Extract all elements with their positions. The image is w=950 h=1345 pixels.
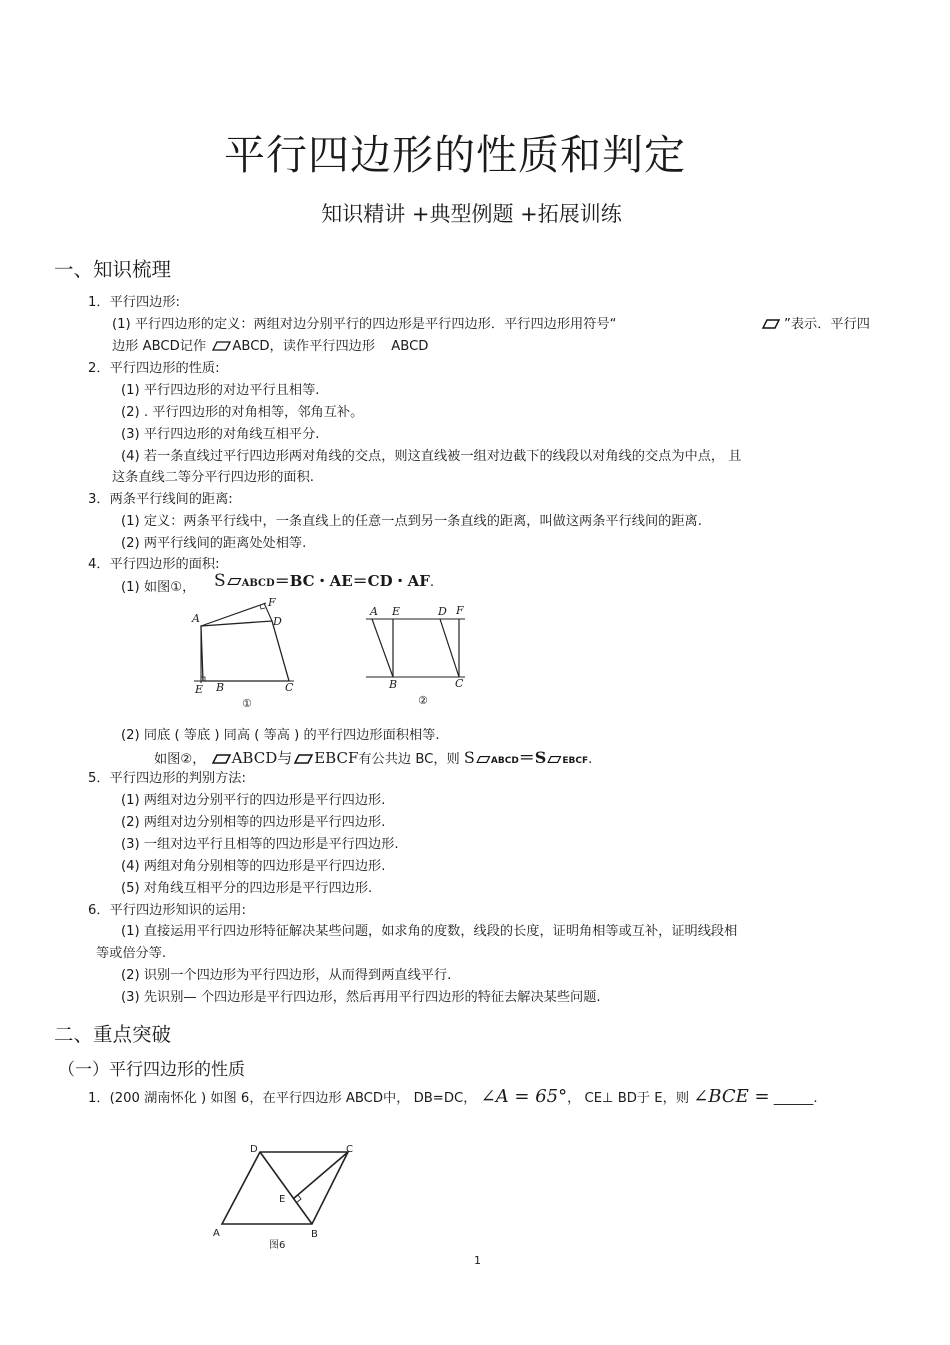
parallelogram-symbol-icon xyxy=(546,755,562,764)
svg-text:D: D xyxy=(250,1144,258,1155)
document-title: 平行四边形的性质和判定 xyxy=(224,131,686,179)
svg-text:A: A xyxy=(192,612,200,625)
svg-text:②: ② xyxy=(418,694,428,707)
answer-blank: ______. xyxy=(773,1091,818,1106)
item-2-4-line1: (4) 若一条直线过平行四边形两对角线的交点，则这直线被一组对边截下的线段以对角线的交点为中点， 且 xyxy=(121,449,742,464)
item-1-def-line1 xyxy=(112,313,616,332)
svg-text:C: C xyxy=(455,677,464,690)
area-formula-1: S ABCD＝BC・AE＝CD・AF. xyxy=(214,571,435,591)
item-4-2-example: 如图②， ABCD与 EBCF有公共边 BC，则 S ABCD＝S EBCF. xyxy=(154,748,593,767)
parallelogram-symbol-icon xyxy=(210,753,232,765)
item-1-def-line2 xyxy=(112,335,428,354)
def-text-d: ABCD，读作平行四边形 xyxy=(232,339,376,354)
item-2-heading: 2．平行四边形的性质: xyxy=(88,361,220,376)
def-text-b: ”表示．平行四 xyxy=(784,317,870,332)
svg-text:C: C xyxy=(346,1144,353,1155)
parallelogram-abcd xyxy=(201,621,289,681)
item-3-2: (2) 两平行线间的距离处处相等. xyxy=(121,536,307,551)
def-text-a: (1) 平行四边形的定义：两组对边分别平行的四边形是平行四边形．平行四边形用符号“ xyxy=(112,317,617,332)
svg-text:A: A xyxy=(370,605,378,618)
svg-text:E: E xyxy=(279,1194,286,1205)
item-5-3: (3) 一组对边平行且相等的四边形是平行四边形. xyxy=(121,837,399,852)
svg-text:D: D xyxy=(273,615,282,628)
parallelogram-symbol-icon xyxy=(475,755,491,764)
diagonal-db xyxy=(260,1152,312,1224)
svg-text:B: B xyxy=(311,1229,318,1240)
parallelogram-symbol-icon xyxy=(210,340,232,352)
item-2-2: (2) . 平行四边形的对角相等，邻角互补。 xyxy=(121,405,364,420)
section-heading-key-points: 二、重点突破 xyxy=(54,1023,172,1046)
svg-text:D: D xyxy=(438,605,447,618)
parallelogram-abcd xyxy=(222,1152,348,1224)
item-6-2: (2) 识别一个四边形为平行四边形，从而得到两直线平行. xyxy=(121,968,452,983)
page-number: 1 xyxy=(474,1254,481,1267)
item-5-2: (2) 两组对边分别相等的四边形是平行四边形. xyxy=(121,815,386,830)
def-text-c: 边形 ABCD记作 xyxy=(112,339,207,354)
figure-1 xyxy=(186,596,306,708)
parallelogram-symbol-icon xyxy=(758,313,780,332)
item-2-4-line2: 这条直线二等分平行四边形的面积. xyxy=(112,470,315,485)
svg-text:E: E xyxy=(392,605,401,618)
item-5-5: (5) 对角线互相平分的四边形是平行四边形. xyxy=(121,881,373,896)
item-6-3: (3) 先识别— 个四边形是平行四边形，然后再用平行四边形的特征去解决某些问题. xyxy=(121,990,601,1005)
item-5-4: (4) 两组对角分别相等的四边形是平行四边形. xyxy=(121,859,386,874)
item-3-heading: 3．两条平行线间的距离: xyxy=(88,492,233,507)
svg-text:①: ① xyxy=(242,697,252,708)
figure-2 xyxy=(362,600,477,712)
parallelogram-symbol-icon xyxy=(226,577,242,586)
svg-text:C: C xyxy=(285,681,294,694)
svg-text:F: F xyxy=(456,604,464,617)
svg-text:B: B xyxy=(389,678,398,691)
svg-text:B: B xyxy=(216,681,225,694)
item-3-1: (1) 定义：两条平行线中，一条直线上的任意一点到另一条直线的距离，叫做这两条平行线间的距离. xyxy=(121,514,702,529)
section-heading-knowledge: 一、知识梳理 xyxy=(54,258,172,281)
item-5-heading: 5．平行四边形的判别方法: xyxy=(88,771,246,786)
item-4-heading: 4．平行四边形的面积: xyxy=(88,557,220,572)
item-2-1: (1) 平行四边形的对边平行且相等. xyxy=(121,383,320,398)
item-6-1-line2: 等或倍分等. xyxy=(96,946,167,961)
svg-text:F: F xyxy=(268,596,276,609)
def-text-e: ABCD xyxy=(391,339,429,354)
item-2-3: (3) 平行四边形的对角线互相平分. xyxy=(121,427,320,442)
svg-text:A: A xyxy=(213,1228,220,1239)
item-4-2: (2) 同底 ( 等底 ) 同高 ( 等高 ) 的平行四边形面积相等. xyxy=(121,728,440,743)
item-1-heading: 1．平行四边形: xyxy=(88,295,180,310)
figure-6 xyxy=(208,1142,368,1254)
svg-text:图6: 图6 xyxy=(269,1240,286,1251)
item-5-1: (1) 两组对边分别平行的四边形是平行四边形. xyxy=(121,793,386,808)
svg-text:E: E xyxy=(195,683,204,696)
subsection-heading: （一）平行四边形的性质 xyxy=(58,1060,245,1080)
segment-ce xyxy=(293,1152,348,1199)
item-4-1-label: (1) 如图①， xyxy=(121,580,196,595)
item-6-1-line1: (1) 直接运用平行四边形特征解决某些问题，如求角的度数，线段的长度，证明角相等或互补，证明线段相 xyxy=(121,924,738,939)
question-1: 1．(200 湖南怀化 ) 如图 6，在平行四边形 ABCD中， DB=DC， ∠A = 65°， CE⊥ BD于 E，则 ∠BCE = ______. xyxy=(88,1086,818,1107)
item-6-heading: 6．平行四边形知识的运用: xyxy=(88,903,246,918)
document-subtitle: 知识精讲 +典型例题 +拓展训练 xyxy=(321,202,622,226)
parallelogram-symbol-icon xyxy=(292,753,314,765)
